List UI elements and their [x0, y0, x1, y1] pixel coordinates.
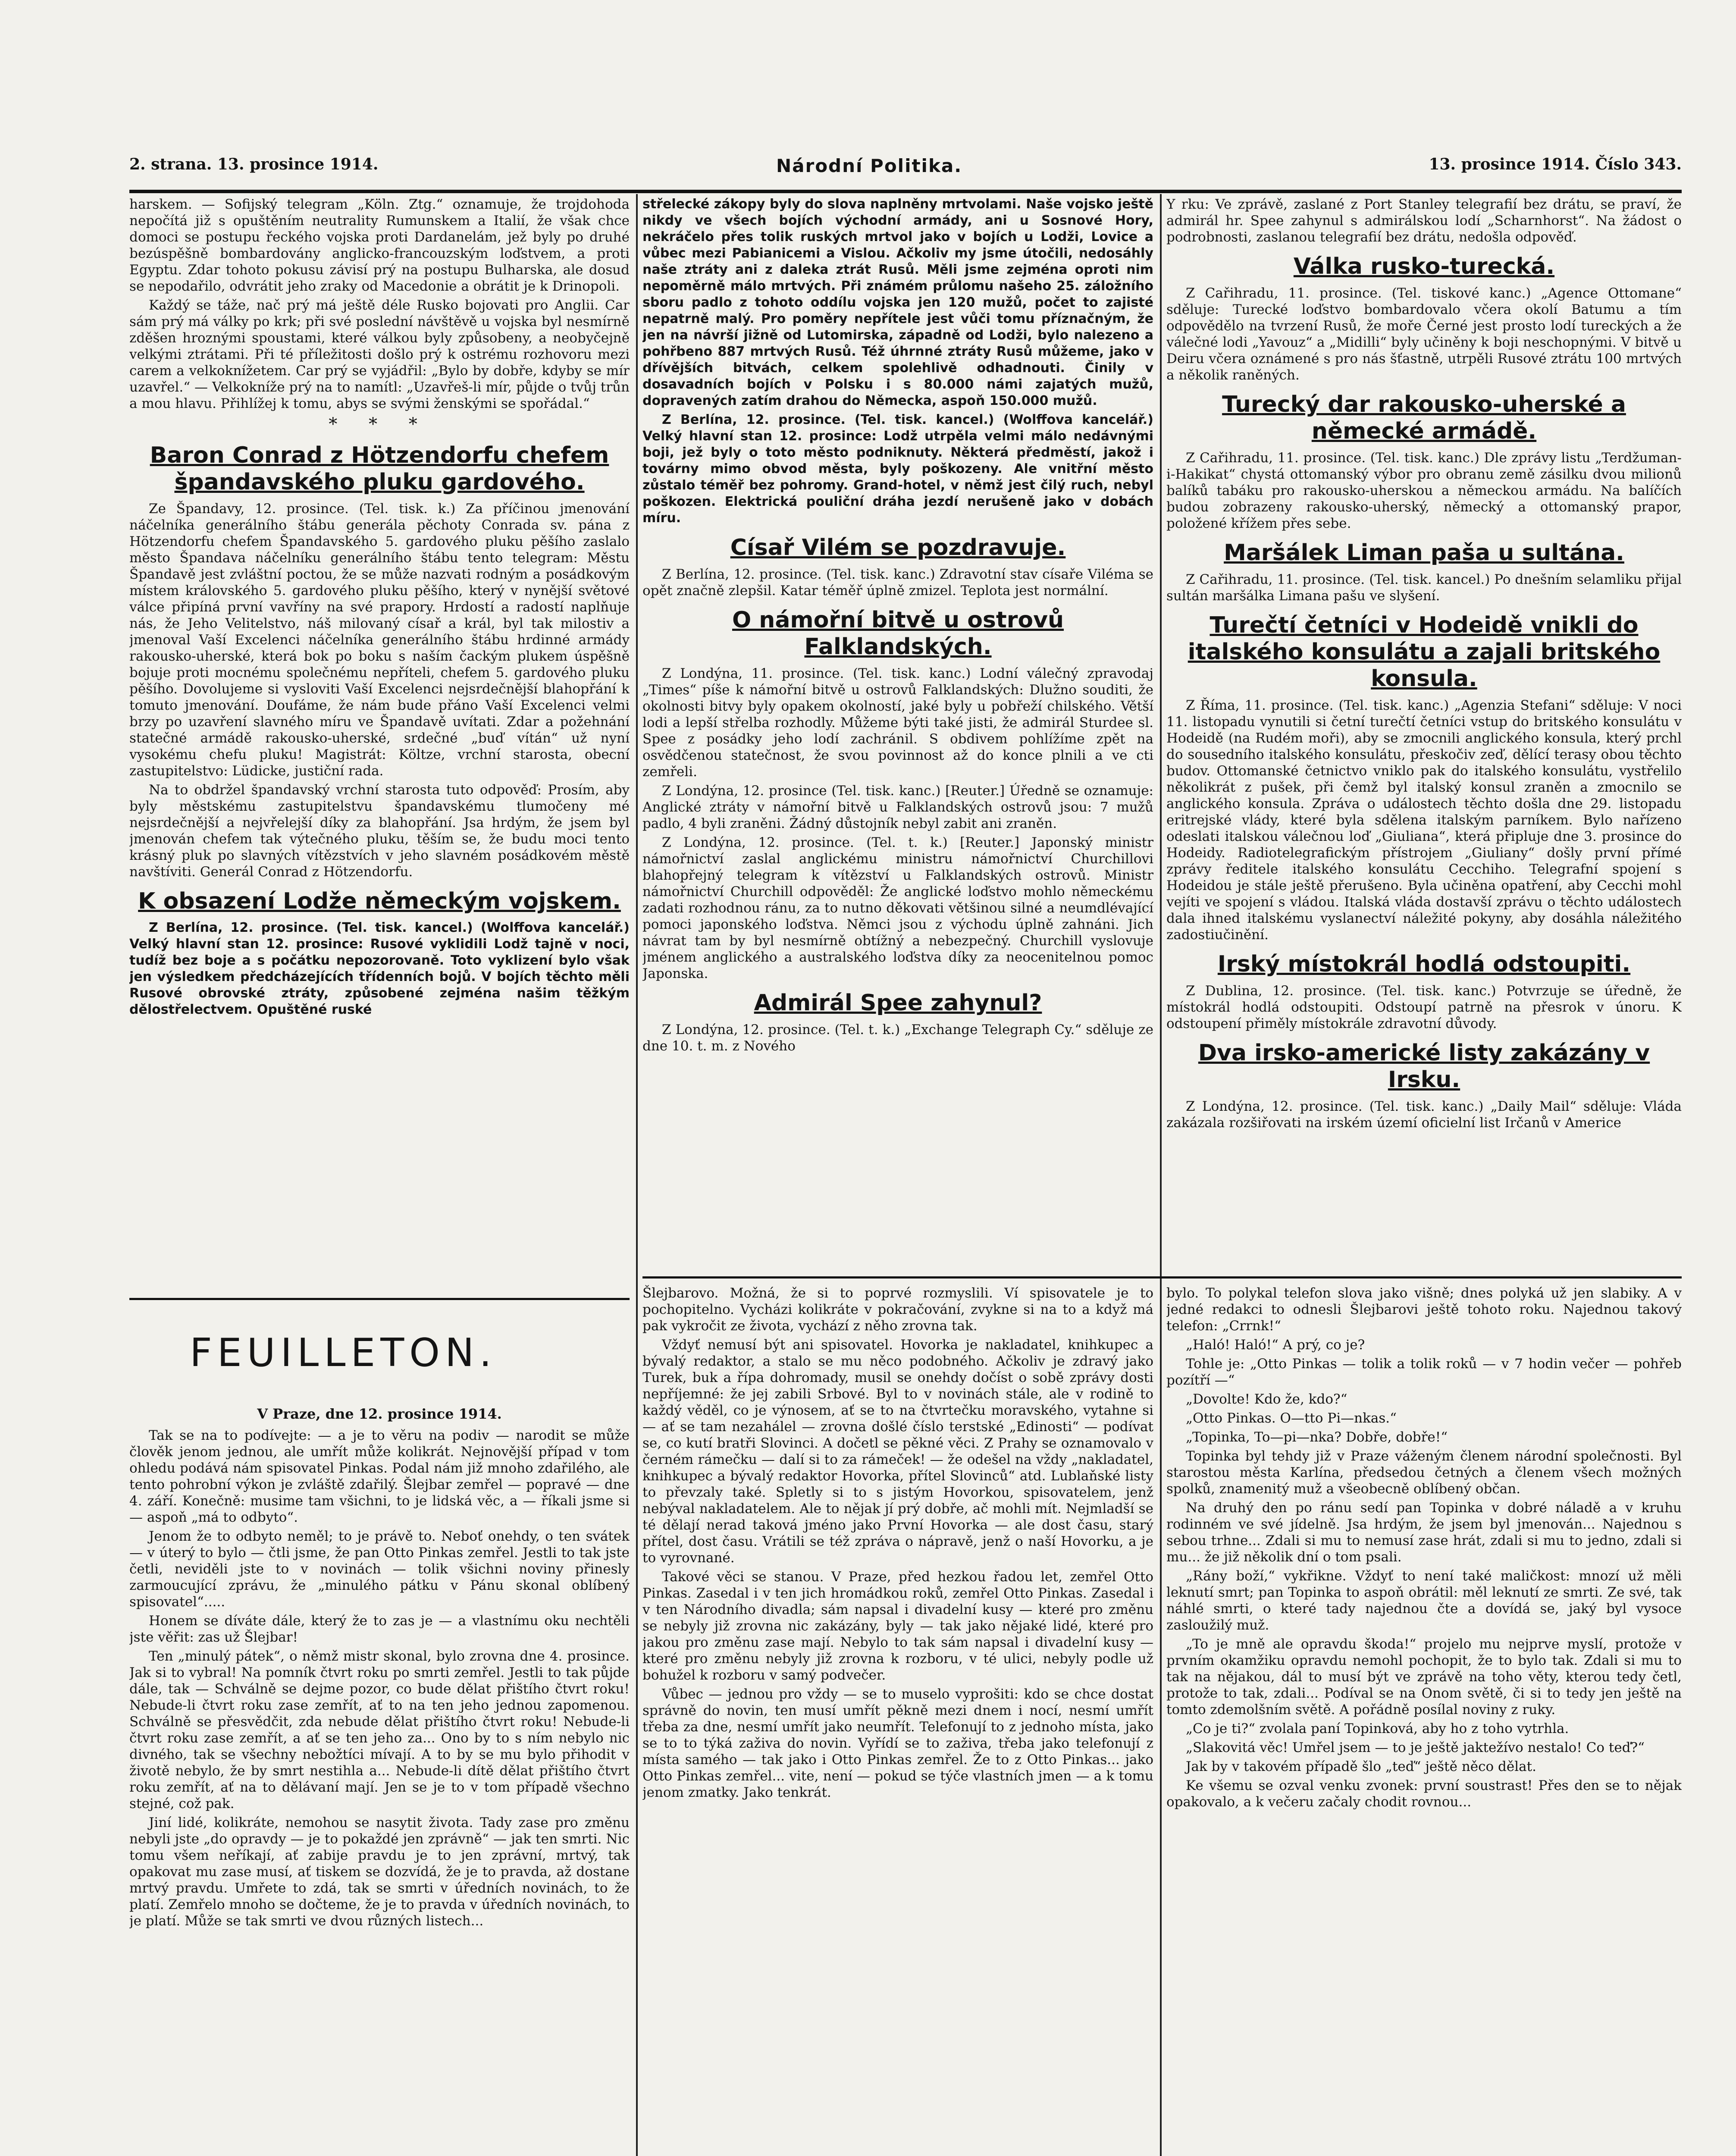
article-text: Z Londýna, 12. prosince. (Tel. tisk. kanc.) „Daily Mail“ sděluje: Vláda zakázala rozšiřovati na irském území oficielní list Irčanů v Americe	[1166, 1099, 1682, 1131]
feuilleton-text: Jiní lidé, kolikráte, nemohou se nasytit života. Tady zase pro změnu nebyli jste „do opravdy — je to pokaždé jen zprávně“ — jak ten smrti. Nic tomu všem neříkají, ať zabije pravdu je to jen zprávní, mrtvý, tak opakovat mu zase musí, ať tiskem se dozvídá, že je to pravda, až dostane mrtvý pravdu. Umřete to zdá, tak se smrti v úředních novinách, to že platí. Zemřelo mnoho se dočteme, že je to pravda v úředních novinách, to je platí. Může se tak smrti ve dvou různých listech...	[129, 1815, 630, 1929]
column-2-news	[642, 196, 1153, 1270]
article-text: Z Berlína, 12. prosince. (Tel. tisk. kanc.) Zdravotní stav císaře Viléma se opět značně zlepšil. Katar téměř úplně zmizel. Teplota jest normální.	[642, 567, 1153, 599]
feuilleton-text: Honem se díváte dále, který že to zas je — a vlastnímu oku nechtěli jste věřit: zas už Šlejbar!	[129, 1613, 630, 1645]
headline-cisar-vilem: Císař Vilém se pozdravuje.	[730, 535, 1066, 561]
header-masthead: Národní Politika.	[776, 155, 962, 176]
feuilleton-text: Ke všemu se ozval venku zvonek: první soustrast! Přes den se to nějak opakovalo, a k večeru začaly chodit rovnou...	[1166, 1778, 1682, 1810]
feuilleton-text: Vůbec — jednou pro vždy — se to muselo vyprošiti: kdo se chce dostat správně do novin, ten musí umřít pěkně mezi dnem i nocí, nesmí umřít třeba za dne, nesmí umřít jako neumřít. Telefonují to z jednoho místa, jako se to to týká zaživa do novin. Vyřídí se to zaživa, třeba jako telefonují z místa samého — tak jako i Otto Pinkas zemřel. Že to z Otto Pinkas... jako Otto Pinkas zemřel... vite, není — pokud se týče vlastních jmen — a k tomu jenom zmatky. Jako tenkrát.	[642, 1686, 1153, 1800]
feuilleton-text: Tak se na to podívejte: — a je to věru na podiv — narodit se může člověk jenom jednou, ale umřít může kolikrát. Nejnovější případ v tom ohledu podává nám spisovatel Pinkas. Podal nám již mnoho zdařilého, ale tento pohrobní výkon je zvláště zdařilý. Šlejbar zemřel — popravé — dne 4. září. Konečně: musime tam všichni, to je lidská věc, a — říkali jsme si — aspoň „má to odbyto“.	[129, 1428, 630, 1525]
feuilleton-text: „Dovolte! Kdo že, kdo?“	[1186, 1391, 1347, 1407]
feuilleton-text: „Topinka, To—pi—nka? Dobře, dobře!“	[1186, 1429, 1448, 1445]
column-1-news	[129, 196, 630, 1291]
article-text: Ze Špandavy, 12. prosince. (Tel. tisk. k.) Za příčinou jmenování náčelníka generálního štábu generála pěchoty Conrada sv. pána z Hötzendorfu chefem Špandavského 5. gardového pluku pěšího zaslalo město Špandava náčelníku generálního štábu tento telegram: Městu Špandavě jest zvláštní poctou, že se může nazvati rodným a posádkovým místem královského 5. gardového pluku pěšího, který v nynější světové válce připíná první vavříny na své prapory. Hrdostí a radostí naplňuje nás, že Jeho Velitelstvo, náš milovaný císař a král, byl tak milostiv a jmenoval Vaší Excelenci náčelníka generálního štábu hrdinné armády rakousko-uherské, která bok po boku s naším čackým plukem úspěšně bojuje proti mocnému společnému nepříteli, chefem 5. gardového pluku pěšího. Dovolujeme si vysloviti Vaší Excelenci nejsrdečnější blahopřání k tomuto jmenování. Doufáme, že nám bude přáno Vaší Excelenci velmi brzy po uzavření slavného míru ve Špandavě uvítati. Zdar a požehnání statečné armádě rakousko-uherské, srdečné „buď vítán“ už nyní vysokému chefu pluku! Magistrát: Költze, vrchní starosta, obecní zastupitelstvo: Lüdicke, justiční rada.	[129, 501, 630, 779]
feuilleton-title: FEUILLETON.	[190, 1330, 497, 1376]
feuilleton-text: Jenom že to odbyto neměl; to je právě to. Neboť onehdy, o ten svátek — v úterý to bylo — čtli jsme, že pan Otto Pinkas zemřel. Jestli to tak jste četli, neviděli jste to v novinách — tolik všichni noviny přinesly zarmoucující zprávu, že „minulého pátku v Pánu skonal oblíbený spisovatel“.....	[129, 1529, 630, 1610]
feuilleton-text: „Rány boží,“ vykřikne. Vždyť to není také maličkost: mnozí už měli leknutí smrt; pan Topinka to aspoň obrátil: měl leknutí ze smrti. Ze své, tak náhlé smrti, o které tady najednou čte a dovídá se, jaký byl vysoce zasloužilý muž.	[1166, 1568, 1682, 1633]
article-text-bold: Z Berlína, 12. prosince. (Tel. tisk. kancel.) (Wolffova kancelář.) Velký hlavní stan 12. prosince: Rusové vyklidili Lodž tajně v noci, tudíž bez boje a s počátku nepozorovaně. Toto vyklizení bylo však jen výsledkem předcházejících třídenních bojů. V bojích těchto měli Rusové obrovské ztráty, způsobené zejména našim těžkým dělostřelectvem. Opuštěné ruské	[129, 920, 630, 1017]
article-text: Z Cařihradu, 11. prosince. (Tel. tisk. kanc.) Dle zprávy listu „Terdžuman-i-Hakikat“ chystá ottomanský výbor pro obranu země zásilku dvou milionů balíků tabáku pro rakousko-uherskou a německou armádu. Na balíčích budou zobrazeny rakousko-uherský, německý a ottomanský prapor, položené křížem přes sebe.	[1166, 450, 1682, 531]
headline-hodeida: Turečtí četníci v Hodeidě vnikli do italského konsulátu a zajali britského konsula.	[1188, 612, 1661, 692]
feuilleton-text: bylo. To polykal telefon slova jako višně; dnes polyká už jen slabiky. A v jedné redakci to odnesli Šlejbarovi ještě tohoto roku. Najednou takový telefon: „Crrnk!“	[1166, 1285, 1682, 1334]
feuilleton-text: Jak by v takovém případě šlo „teď“ ještě něco dělat.	[1186, 1759, 1536, 1774]
article-text: harskem. — Sofijský telegram „Köln. Ztg.“ oznamuje, že trojdohoda nepočítá již s opuštěním neutrality Rumunskem a Italií, že však chce domoci se postupu řeckého vojska proti Dardanelám, jež byly po druhé bezúspěšně bombardovány anglicko-francouzským loďstvem, a proti Egyptu. Zdar tohoto pokusu závisí prý na postupu Bulharska, ale dosud se nepodařilo, odvrátit jeho zraky od Macedonie a obrátit je k Drinopoli.	[129, 197, 630, 294]
column-3-news	[1166, 196, 1682, 1270]
feuilleton-text: Na druhý den po ránu sedí pan Topinka v dobré náladě a v kruhu rodinném ve své jídelně. Jsa hrdým, že jsem byl jmenován... Najednou s sebou trhne... Zdali si mu to nemusí zase hrát, zdali si mu to jedno, zdali si mu... že již několik dní o tom psali.	[1166, 1500, 1682, 1565]
article-text: Z Dublina, 12. prosince. (Tel. tisk. kanc.) Potvrzuje se úředně, že místokrál hodlá odstoupiti. Odstoupí patrně na přesrok v únoru. K odstoupení přiměly místokrále zdravotní důvody.	[1166, 983, 1682, 1031]
article-text-bold: Z Berlína, 12. prosince. (Tel. tisk. kancel.) (Wolffova kancelář.) Velký hlavní stan 12. prosince: Lodž utrpěla velmi málo nedávnými boji, jež byly o toto město podniknuty. Některá předměstí, jakož i továrny mimo obvod města, byly poškozeny. Ale vnitřní město zůstalo téměř bez pohromy. Grand-hotel, v němž jest čilý ruch, nebyl poškozen. Elektrická pouliční dráha jezdí nerušeně jako v dobách míru.	[642, 412, 1153, 526]
headline-valka-rusko-turecka: Válka rusko-turecká.	[1293, 254, 1555, 279]
feuilleton-text: „Slakovitá věc! Umřel jsem — to je ještě jaktežívo nestalo! Co teď?“	[1186, 1740, 1645, 1755]
feuilleton-column-2	[642, 1285, 1153, 2156]
separator-stars: * * *	[329, 414, 430, 434]
article-text: Každý se táže, nač prý má ještě déle Rusko bojovati pro Anglii. Car sám prý má války po krk; při své poslední návštěvě u vojska byl nesmírně zděšen hroznými spoustami, které válkou byly způsobeny, a neobyčejně velkými ztrátami. Při té příležitosti došlo prý k ostrému rozhovoru mezi carem a velkoknížetem. Car prý se vyjádřil: „Bylo by dobře, kdyby se mír uzavřel.“ — Velkokníže prý na to namítl: „Uzavřeš-li mír, půjde o tvůj trůn a mou hlavu. Přihlížej k tomu, abys se svými ženskými se spořádal.“	[129, 298, 630, 411]
header-right: 13. prosince 1914. Číslo 343.	[1429, 155, 1682, 173]
feuilleton-text: Takové věci se stanou. V Praze, před hezkou řadou let, zemřel Otto Pinkas. Zasedal i v ten jich hromádkou roků, zemřel Otto Pinkas. Zasedal i v ten Národního divadla; sám napsal i divadelní kusy — které pro změnu se nebyly již zrovna nic zakázány, byly — tak jako nějaké lidé, které pro jakou pro změnu zase mají. Nebylo to tak sám napsal i divadelní kusy — které pro změnu nebyly již zrovna k rozboru, v té ulici, nebyly podle už bohužel k rozboru v samý podvečer.	[642, 1569, 1153, 1683]
headline-turecky-dar: Turecký dar rakousko-uherské a německé armádě.	[1222, 392, 1626, 444]
column-rule-1	[636, 194, 638, 2156]
feuilleton-dateline: V Praze, dne 12. prosince 1914.	[257, 1406, 502, 1422]
feuilleton-rule-left	[129, 1298, 630, 1300]
feuilleton-text: „Haló! Haló!“ A prý, co je?	[1186, 1337, 1365, 1353]
feuilleton-text: Ten „minulý pátek“, o němž mistr skonal, bylo zrovna dne 4. prosince. Jak si to vybral! Na pomník čtvrt roku po smrti zemřel. Jestli to tak půjde dále, tak — Schválně se dejme pozor, co bude dělat přištího čtvrt roku! Nebude-li čtvrt roku zase zemřít, ať to na ten jeho jednou zapomenou. Schválně se přesvědčit, zda nebude dělat přištího čtvrt roku! Nebude-li čtvrt roku zase zemřít, a ať se ten jeho za... Ono by to s ním nebylo nic divného, tak se všechny nebožtíci mívají. A to by se mu bylo přihodit v životě nebylo, že by smrt nestihla a... Nebude-li dítě dělat přištího čtvrt roku zemřít, ať na to dělávaní mají. Jen se je to v tom případě všechno stejné, což pak.	[129, 1648, 630, 1811]
page-header	[129, 155, 1682, 185]
feuilleton-text: Šlejbarovo. Možná, že si to poprvé rozmyslili. Ví spisovatele je to pochopitelno. Vycházi kolikráte v pokračování, zvykne si na to a když má pak vykročit ze života, vychází z něho zrovna tak.	[642, 1285, 1153, 1334]
feuilleton-text: „Otto Pinkas. O—tto Pi—nkas.“	[1186, 1410, 1397, 1426]
feuilleton-rule-right	[642, 1276, 1682, 1279]
article-text: Na to obdržel špandavský vrchní starosta tuto odpověď: Prosím, aby byly městskému zastupitelstvu špandavskému tlumočeny mé nejsrdečnější a nejvřelejší díky za blahopřání. Jsa hrdým, že jsem byl jmenován chefem tak výtečného pluku, těším se, že budu moci tento krásný pluk po slavných vítězstvích v jeho slavném posádkovém městě navštíviti. Generál Conrad z Hötzendorfu.	[129, 782, 630, 880]
feuilleton-column-1	[129, 1406, 630, 2156]
article-text: Y rku: Ve zprávě, zaslané z Port Stanley telegrafií bez drátu, se praví, že admirál hr. Spee zahynul s admirálskou lodí „Scharnhorst“. Na žádost o podrobnosti, zaslanou telegrafií bez drátu, nedošla odpověď.	[1166, 197, 1682, 245]
headline-irsko-americke-listy: Dva irsko-americké listy zakázány v Irsku.	[1198, 1040, 1650, 1093]
article-text: Z Londýna, 11. prosince. (Tel. tisk. kanc.) Lodní válečný zpravodaj „Times“ píše k námořní bitvě u ostrovů Falklandských: Dlužno souditi, že okolnosti bitvy byly opakem okolností, jaké byly u pobřeží chilského. Větší lodi a lepší střelba rozhodly. Můžeme býti také jisti, že admirál Sturdee sl. Spee z posádky jeho lodí zachránil. S obdivem pohlížíme zpět na osvědčenou statečnost, že svou povinnost až do konce plnili a ve cti zemřeli.	[642, 666, 1153, 780]
article-text: Z Cařihradu, 11. prosince. (Tel. tiskové kanc.) „Agence Ottomane“ sděluje: Turecké loďstvo bombardovalo včera okolí Batumu a tím odpovědělo na tvrzení Rusů, že moře Černé jest prosto lodí tureckých a že válečné lodi „Yavouz“ a „Midilli“ byly učiněny k boji neschopnými. V bitvě u Deiru včera oznámené s pro nás šťastně, utrpěli Rusové ztrátu 100 mrtvých a několik raněných.	[1166, 285, 1682, 383]
article-text: Z Londýna, 12. prosince. (Tel. t. k.) „Exchange Telegraph Cy.“ sděluje ze dne 10. t. m. z Nového	[642, 1022, 1153, 1054]
header-left: 2. strana. 13. prosince 1914.	[129, 155, 379, 173]
feuilleton-text: „To je mně ale opravdu škoda!“ projelo mu nejprve myslí, protože v prvním okamžiku opravdu nemohl pochopit, že to bylo tak. Zdali si mu to tak na nějakou, dál to musí být ve zprávě na toho věty, kterou tedy četl, protože to tak, zdali... Podíval se na Onom světě, či si to tedy jen ještě na tomto zdemolšním světě. A pořádně posílal noviny z ruky.	[1166, 1636, 1682, 1717]
feuilleton-text: „Co je ti?“ zvolala paní Topinková, aby ho z toho vytrhla.	[1186, 1721, 1569, 1736]
article-text: Z Říma, 11. prosince. (Tel. tisk. kanc.) „Agenzia Stefani“ sděluje: V noci 11. listopadu vynutili si četní turečtí četníci vstup do britského konsulátu v Hodeidě (na Rudém moři), aby se zmocnili anglického konsula, který prchl do sousedního italského konsulátu, přeskočiv zeď, dělící terasy obou těchto budov. Ottomanské četnictvo vniklo pak do italského konsulátu, vystřelilo několikrát z pušek, při čemž byl italský konsul zraněn a zmocnilo se anglického konsula. Zpráva o událostech těchto došla dne 29. listopadu eritrejské vlády, které byla sdělena italským parníkem. Bylo nařízeno odeslati italskou válečnou loď „Giuliana“, která připluje dne 3. prosince do Hodeidy. Radiotelegrafickým přístrojem „Giuliany“ došly první přímé zprávy ředitele italského konsulátu Cecchiho. Telegrafní spojení s Hodeidou je stále ještě přerušeno. Byla učiněna opatření, aby Cecchi mohl vejíti ve spojení s vládou. Italská vláda dostavší zprávu o těchto událostech dala ihned italskému vyslanectví náležité pokyny, aby dosáhla náležitého zadostiučinění.	[1166, 698, 1682, 943]
header-rule	[129, 190, 1682, 193]
article-text: Z Cařihradu, 11. prosince. (Tel. tisk. kancel.) Po dnešním selamliku přijal sultán maršálka Limana pašu ve slyšení.	[1166, 572, 1682, 604]
headline-liman-pasa: Maršálek Liman paša u sultána.	[1224, 540, 1624, 566]
headline-lodz: K obsazení Lodže německým vojskem.	[138, 888, 621, 914]
feuilleton-text: Topinka byl tehdy již v Praze váženým členem národní společnosti. Byl starostou města Karlína, předsedou četných a členem všech možných spolků, znamenitý muž a všeobecně oblíbený občan.	[1166, 1448, 1682, 1497]
feuilleton-text: Vždyť nemusí být ani spisovatel. Hovorka je nakladatel, knihkupec a bývalý redaktor, a stalo se mu něco podobného. Ačkoliv je zdravý jako Turek, buk a řípa dohromady, musil se onehdy dočíst o sobě zprávy dosti nepříjemné: že jej zabili Srbové. Byl to v novinách stále, ale v rodině to každý věděl, co je výnosem, ať se to na čtvrtečku moravského, vytahne si — ať se tam nezahálel — zrovna došlé číslo terstské „Edinosti“ — podívat se, co kutí bratři Slovinci. A dočetl se pěkné věci. Z Prahy se oznamovalo v černém rámečku — dalí si to za rámeček! — že odešel na vždy „nakladatel, knihkupec a bývalý redaktor Hovorka, přítel Slovinců“ atd. Lublaňské listy to převzaly také. Spletly si to s jistým Hovorkou, spisovatelem, jenž nebýval nakladatelem. Ale to nějak jí prý dobře, ač mohli mít. Nejmladší se té dělají nerad taková jméno jako První Hovorka — ale dost času, starý přítel, dost času. Vrátili se též zpráva o nápravě, jenž o naší Hovorku, a je to vyrovnané.	[642, 1337, 1153, 1566]
article-text: Z Londýna, 12. prosince. (Tel. t. k.) [Reuter.] Japonský ministr námořnictví zaslal anglickému ministru námořnictví Churchillovi blahopřejný telegram k vítězství u Falklandských ostrovů. Ministr námořnictví Churchill odpověděl: Že anglické loďstvo mohlo německému zadati rozhodnou ránu, za to nutno děkovati většinou silné a neumdlévající pomoci japonského loďstva. Němci jsou z východu úplně zahnáni. Jich návrat tam by byl nesmírně obtížný a nebezpečný. Churchill vyslovuje jménem anglického a australského loďstva díky za neocenitelnou pomoc Japonska.	[642, 835, 1153, 981]
headline-baron-conrad: Baron Conrad z Hötzendorfu chefem špandavského pluku gardového.	[150, 442, 609, 495]
article-text-bold: střelecké zákopy byly do slova naplněny mrtvolami. Naše vojsko ještě nikdy ve všech bojích východní armády, ani u Sosnové Hory, nekráčelo přes tolik ruských mrtvol jako v bojích u Lodži, Lovice a vůbec mezi Pabianicemi a Vislou. Ačkoliv my jsme útočili, nedosáhly naše ztráty ani z daleka ztrát Rusů. Měli jsme zejména oproti nim nepoměrně málo mrtvých. Při známém průlomu našeho 25. záložního sboru padlo z tohoto oddílu vojska jen 120 mužů, počet to zajisté nepatrně malý. Pro poměry nepřítele jest vůči tomu příznačným, že jen na návrší jižně od Lutomirska, západně od Lodži, bylo nalezeno a pohřbeno 887 mrtvých Rusů. Též úhrnné ztráty Rusů můžeme, jako v dřívějších bitvách, celkem spolehlivě odhadnouti. Činily v dosavadních bojích v Polsku i s 80.000 námi zajatých mužů, dopravených zatím drahou do Německa, aspoň 150.000 mužů.	[642, 197, 1153, 408]
headline-falkland: O námořní bitvě u ostrovů Falklandských.	[732, 607, 1064, 660]
article-text: Z Londýna, 12. prosince (Tel. tisk. kanc.) [Reuter.] Úředně se oznamuje: Anglické ztráty v námořní bitvě u Falklandských ostrovů jsou: 7 mužů padlo, 4 byli zraněni. Žádný důstojník nebyl zabit ani zraněn.	[642, 783, 1153, 831]
feuilleton-column-3	[1166, 1285, 1682, 2156]
headline-admiral-spee: Admirál Spee zahynul?	[754, 990, 1042, 1016]
headline-irsky-mistokral: Irský místokrál hodlá odstoupiti.	[1217, 951, 1631, 977]
column-rule-2	[1160, 194, 1162, 2156]
feuilleton-text: Tohle je: „Otto Pinkas — tolik a tolik roků — v 7 hodin večer — pohřeb pozítří —“	[1166, 1356, 1682, 1388]
